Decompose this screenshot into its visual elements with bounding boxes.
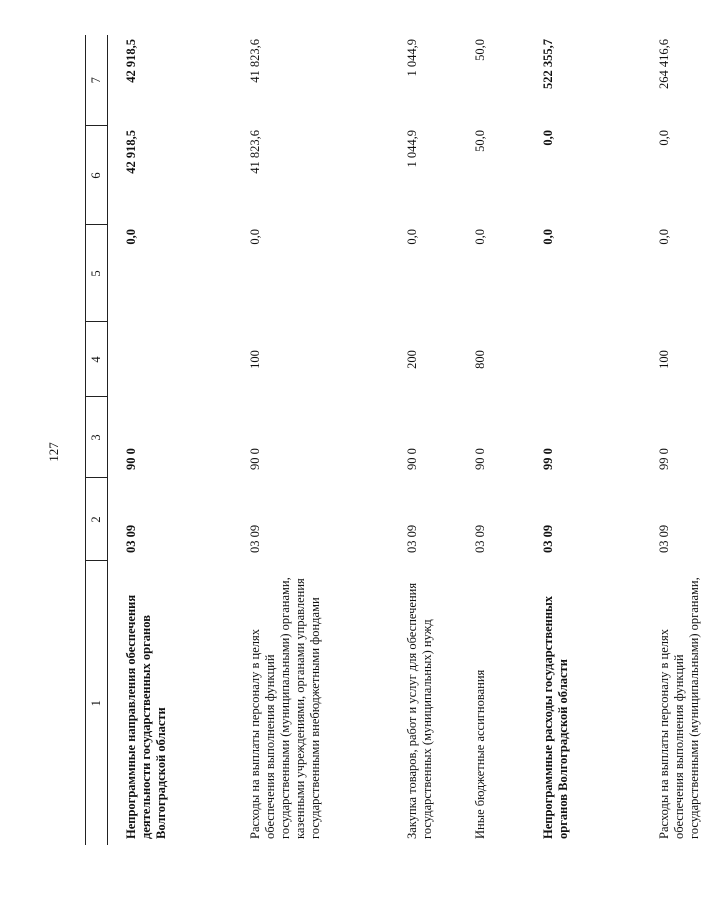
rotated-table-inner xyxy=(85,35,701,845)
row-amount-col5: 0,0 xyxy=(405,229,419,245)
row-amount-col6: 0,0 xyxy=(541,130,555,146)
rotated-table-area xyxy=(85,35,701,845)
header-col-2: 2 xyxy=(86,478,108,561)
row-article-code: 90 0 xyxy=(473,448,487,470)
table-row xyxy=(641,35,702,845)
table-row xyxy=(232,35,389,845)
row-section-code: 03 09 xyxy=(248,524,262,553)
row-amount-col5: 0,0 xyxy=(248,229,262,245)
row-article-code: 99 0 xyxy=(541,448,555,470)
row-name-cell: Закупка товаров, работ и услуг для обеспечения государственных (муниципальных) нужд xyxy=(405,582,434,839)
page-number xyxy=(44,438,64,466)
row-amount-col7: 41 823,6 xyxy=(248,39,262,83)
table-body xyxy=(108,35,702,845)
row-article-code: 90 0 xyxy=(248,448,262,470)
row-amount-col7: 1 044,9 xyxy=(405,39,419,77)
row-amount-col7: 522 355,7 xyxy=(541,39,555,89)
page-number-text: 127 xyxy=(46,442,61,462)
table-header xyxy=(86,35,108,845)
row-amount-col6: 41 823,6 xyxy=(248,130,262,174)
table-row xyxy=(108,35,233,845)
row-amount-col5: 0,0 xyxy=(541,229,555,245)
row-name-cell: Непрограммные расходы государственных органов Волгоградской области xyxy=(541,595,570,839)
header-col-5: 5 xyxy=(86,225,108,322)
row-section-code: 03 09 xyxy=(541,524,555,553)
header-row xyxy=(86,35,108,845)
header-col-6: 6 xyxy=(86,126,108,225)
row-amount-col7: 42 918,5 xyxy=(124,39,138,83)
row-amount-col7: 50,0 xyxy=(473,39,487,61)
header-col-1: 1 xyxy=(86,561,108,845)
row-expense-type: 800 xyxy=(473,350,487,369)
row-article-code: 99 0 xyxy=(657,448,671,470)
row-expense-type xyxy=(525,322,641,397)
row-expense-type: 200 xyxy=(405,350,419,369)
row-article-code: 90 0 xyxy=(124,448,138,470)
row-expense-type xyxy=(108,322,233,397)
row-section-code: 03 09 xyxy=(473,524,487,553)
table-row xyxy=(525,35,641,845)
row-name-cell: Иные бюджетные ассигнования xyxy=(473,669,487,839)
row-amount-col7: 264 416,6 xyxy=(657,39,671,89)
header-col-7: 7 xyxy=(86,35,108,126)
row-amount-col6: 1 044,9 xyxy=(405,130,419,168)
row-amount-col6: 50,0 xyxy=(473,130,487,152)
row-section-code: 03 09 xyxy=(124,524,138,553)
row-name-cell: Непрограммные направления обеспечения деятельности государственных органов Волгоградской области xyxy=(124,594,168,839)
table-row xyxy=(389,35,457,845)
row-expense-type: 100 xyxy=(657,350,671,369)
header-col-3: 3 xyxy=(86,397,108,478)
row-section-code: 03 09 xyxy=(405,524,419,553)
row-amount-col5: 0,0 xyxy=(124,229,138,245)
row-article-code: 90 0 xyxy=(405,448,419,470)
row-name-cell: Расходы на выплаты персоналу в целях обеспечения выполнения функций государственными (муниципальными) органами, xyxy=(657,577,701,839)
row-amount-col6: 42 918,5 xyxy=(124,130,138,174)
budget-table xyxy=(85,35,702,845)
table-row xyxy=(457,35,525,845)
row-name-cell: Расходы на выплаты персоналу в целях обеспечения выполнения функций государственными (муниципальными) органами, казенными учреждениями, органами управления государственными внебюджетными фондами xyxy=(248,577,322,839)
row-amount-col5: 0,0 xyxy=(473,229,487,245)
header-col-4: 4 xyxy=(86,322,108,397)
row-section-code: 03 09 xyxy=(657,524,671,553)
row-amount-col5: 0,0 xyxy=(657,229,671,245)
row-expense-type: 100 xyxy=(248,350,262,369)
row-amount-col6: 0,0 xyxy=(657,130,671,146)
